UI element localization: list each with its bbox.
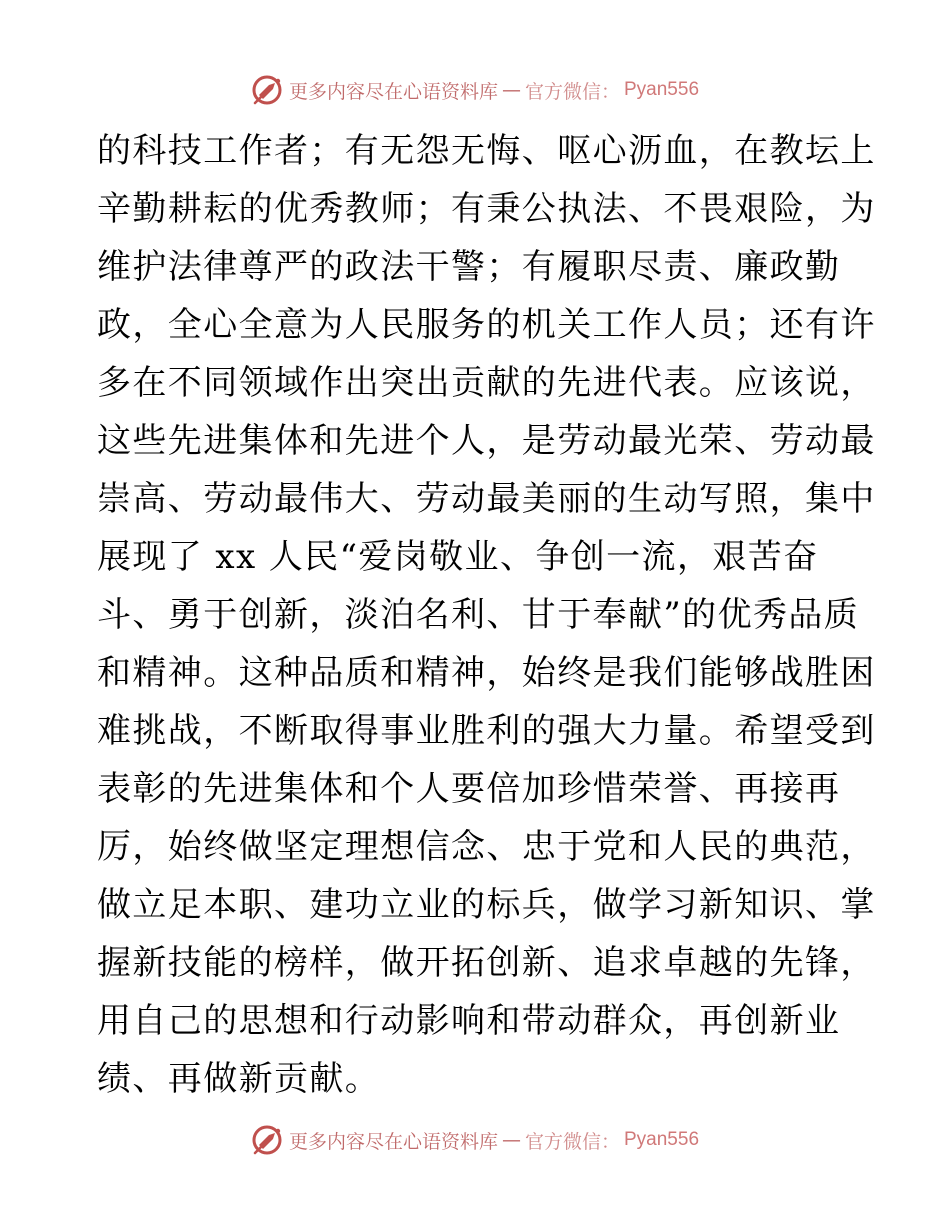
footer-banner: [0, 1120, 950, 1160]
text-line: 这些先进集体和先进个人，是劳动最光荣、劳动最: [97, 421, 876, 461]
banner-dash: —: [501, 1129, 521, 1151]
banner-dash: —: [501, 79, 521, 101]
text-line: 辛勤耕耘的优秀教师；有秉公执法、不畏艰险，为: [97, 189, 876, 229]
pen-nib-circle-icon: [251, 73, 285, 107]
banner-wechat-id: Pyan556: [624, 1129, 700, 1150]
text-line: 崇高、劳动最伟大、劳动最美丽的生动写照，集中: [97, 479, 876, 519]
text-line: 做立足本职、建功立业的标兵，做学习新知识、掌: [97, 885, 876, 925]
banner-wechat-id: Pyan556: [624, 79, 700, 100]
text-line: 表彰的先进集体和个人要倍加珍惜荣誉、再接再: [97, 769, 841, 809]
header-banner: [0, 70, 950, 110]
banner-wechat-label: 官方微信：: [524, 1130, 620, 1153]
text-line: 和精神。这种品质和精神，始终是我们能够战胜困: [97, 653, 876, 693]
document-body: [97, 122, 876, 1108]
text-line: 用自己的思想和行动影响和带动群众，再创新业: [97, 1001, 841, 1041]
banner-title: 更多内容尽在心语资料库: [288, 1130, 498, 1153]
banner-wechat-label: 官方微信：: [524, 80, 620, 103]
banner-title: 更多内容尽在心语资料库: [288, 80, 498, 103]
text-line: 的科技工作者；有无怨无悔、呕心沥血，在教坛上: [97, 131, 876, 171]
header-banner-content: [251, 73, 699, 107]
text-line: 绩、再做新贡献。: [97, 1059, 381, 1099]
footer-banner-content: [251, 1123, 699, 1157]
text-line: 厉，始终做坚定理想信念、忠于党和人民的典范，: [97, 827, 876, 867]
text-line: 难挑战，不断取得事业胜利的强大力量。希望受到: [97, 711, 876, 751]
text-line: 维护法律尊严的政法干警；有履职尽责、廉政勤: [97, 247, 841, 287]
text-line: 多在不同领域作出突出贡献的先进代表。应该说，: [97, 363, 876, 403]
text-line: 展现了 xx 人民“爱岗敬业、争创一流，艰苦奋: [97, 537, 819, 577]
text-line: 斗、勇于创新，淡泊名利、甘于奉献”的优秀品质: [97, 595, 860, 635]
text-line: 握新技能的榜样，做开拓创新、追求卓越的先锋，: [97, 943, 876, 983]
pen-nib-circle-icon: [251, 1123, 285, 1157]
text-line: 政，全心全意为人民服务的机关工作人员；还有许: [97, 305, 876, 345]
